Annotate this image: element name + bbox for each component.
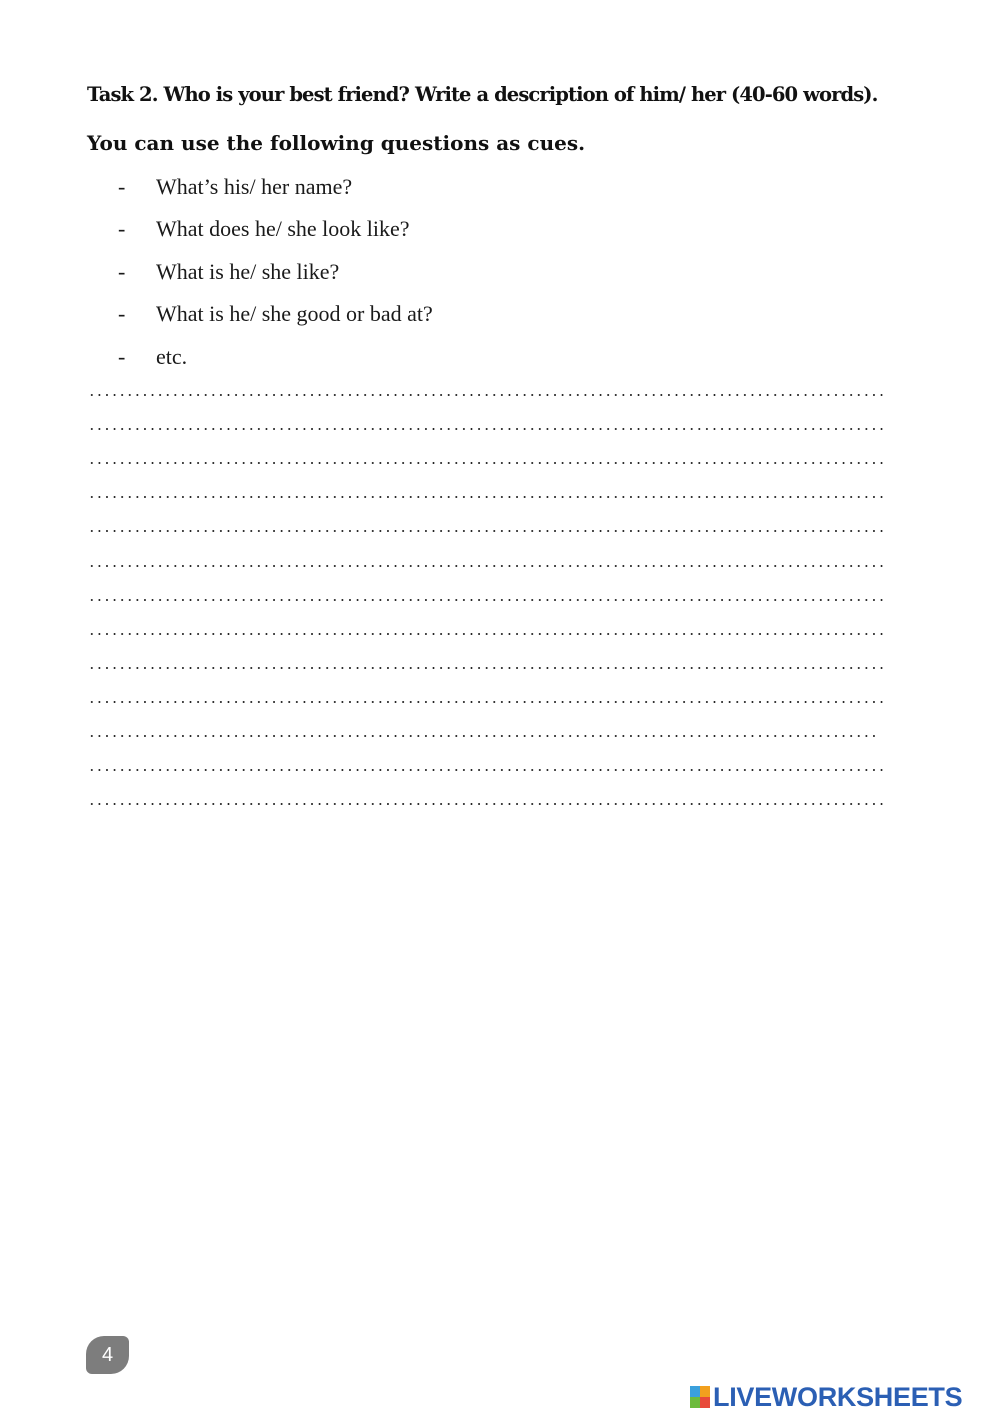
page-number: 4	[101, 1343, 114, 1366]
cue-dash: -	[118, 344, 126, 369]
brand-logo-icon	[690, 1386, 710, 1408]
brand-tile	[700, 1386, 710, 1397]
writing-line[interactable]	[88, 633, 884, 635]
writing-line[interactable]	[88, 803, 884, 805]
writing-line[interactable]	[88, 667, 884, 669]
cue-item	[118, 173, 352, 201]
cue-text: What is he/ she good or bad at?	[156, 301, 433, 326]
writing-line[interactable]	[88, 428, 884, 430]
cue-intro: You can use the following questions as cues.	[87, 131, 586, 155]
cue-text: What does he/ she look like?	[156, 216, 410, 241]
writing-line[interactable]	[88, 462, 884, 464]
writing-line[interactable]	[88, 599, 884, 601]
page-number-badge	[86, 1336, 129, 1374]
writing-line[interactable]	[88, 701, 884, 703]
brand-logo	[690, 1381, 963, 1412]
writing-line[interactable]	[88, 735, 876, 737]
cue-item	[118, 258, 339, 286]
brand-name: LIVEWORKSHEETS	[713, 1381, 963, 1412]
brand-tile	[690, 1397, 700, 1408]
cue-text: etc.	[156, 344, 188, 369]
writing-line[interactable]	[88, 769, 884, 771]
cue-dash: -	[118, 216, 126, 241]
task-title: Task 2. Who is your best friend? Write a description of him/ her (40-60 words).	[87, 83, 878, 106]
cue-item	[118, 343, 187, 371]
brand-tile	[690, 1386, 700, 1397]
writing-line[interactable]	[88, 394, 884, 396]
cue-text: What is he/ she like?	[156, 259, 340, 284]
cue-item	[118, 300, 433, 328]
cue-dash: -	[118, 174, 126, 199]
cue-text: What’s his/ her name?	[156, 174, 353, 199]
writing-line[interactable]	[88, 496, 884, 498]
brand-tile	[700, 1397, 710, 1408]
writing-line[interactable]	[88, 530, 884, 532]
cue-item	[118, 215, 410, 243]
cue-dash: -	[118, 259, 126, 284]
writing-line[interactable]	[88, 565, 884, 567]
cue-dash: -	[118, 301, 126, 326]
